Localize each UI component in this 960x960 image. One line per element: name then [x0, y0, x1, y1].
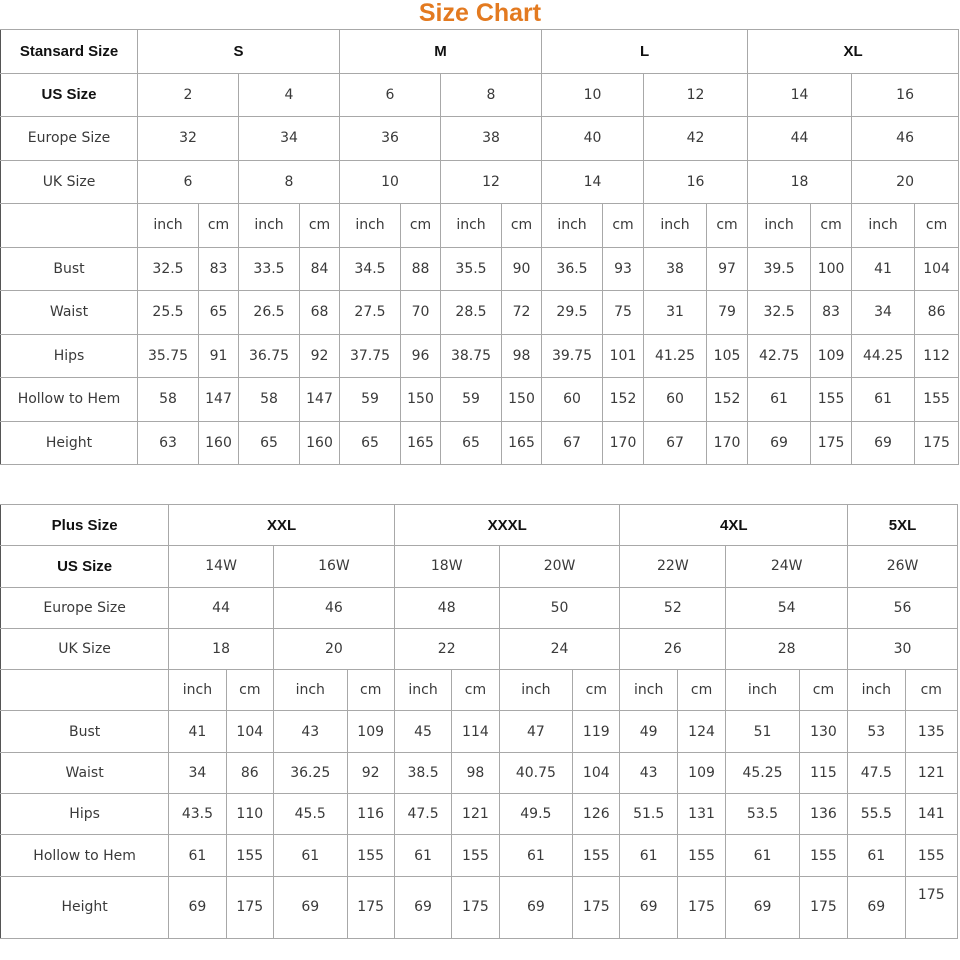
measurement-cm-value: 147 — [199, 378, 239, 422]
measurement-inch-value: 61 — [726, 835, 800, 876]
measurement-cm-value: 114 — [452, 711, 499, 752]
plus-size-header: Plus Size — [1, 505, 169, 546]
unit-cm: cm — [677, 670, 725, 711]
measurement-inch-value: 41 — [169, 711, 226, 752]
measurement-label: Bust — [1, 711, 169, 752]
measurement-cm-value: 147 — [300, 378, 340, 422]
measurement-cm-value: 175 — [677, 876, 725, 938]
measurement-inch-value: 49 — [620, 711, 677, 752]
unit-inch: inch — [441, 204, 502, 248]
size-group-xxxl: XXXL — [394, 505, 620, 546]
measurement-cm-value: 90 — [502, 247, 542, 291]
measurement-inch-value: 61 — [169, 835, 226, 876]
measurement-cm-value: 115 — [799, 752, 847, 793]
measurement-cm-value: 100 — [811, 247, 852, 291]
measurement-inch-value: 69 — [169, 876, 226, 938]
measurement-inch-value: 35.75 — [138, 334, 199, 378]
measurement-inch-value: 53 — [848, 711, 905, 752]
table-row — [1, 505, 958, 546]
measurement-cm-value: 126 — [573, 794, 620, 835]
measurement-inch-value: 69 — [620, 876, 677, 938]
uk-size-label: UK Size — [1, 160, 138, 204]
measurement-inch-value: 69 — [273, 876, 347, 938]
measurement-inch-value: 61 — [273, 835, 347, 876]
us-size-value: 4 — [239, 73, 340, 117]
measurement-cm-value: 110 — [226, 794, 273, 835]
us-size-label: US Size — [1, 546, 169, 587]
measurement-cm-value: 175 — [452, 876, 499, 938]
table-row — [1, 291, 959, 335]
measurement-cm-value: 97 — [707, 247, 748, 291]
measurement-cm-value: 170 — [707, 421, 748, 465]
standard-size-table — [0, 29, 959, 465]
measurement-cm-value: 104 — [573, 752, 620, 793]
measurement-inch-value: 59 — [340, 378, 401, 422]
europe-size-value: 44 — [748, 117, 852, 161]
measurement-inch-value: 36.75 — [239, 334, 300, 378]
measurement-inch-value: 53.5 — [726, 794, 800, 835]
us-size-value: 26W — [848, 546, 958, 587]
measurement-cm-value: 96 — [401, 334, 441, 378]
measurement-cm-value: 175 — [226, 876, 273, 938]
measurement-cm-value: 155 — [799, 835, 847, 876]
measurement-label: Hips — [1, 794, 169, 835]
table-row — [1, 546, 958, 587]
measurement-label: Waist — [1, 752, 169, 793]
uk-size-value: 10 — [340, 160, 441, 204]
measurement-cm-value: 170 — [603, 421, 644, 465]
table-row — [1, 835, 958, 876]
measurement-inch-value: 69 — [394, 876, 451, 938]
measurement-cm-value: 175 — [347, 876, 394, 938]
table-row — [1, 204, 959, 248]
measurement-inch-value: 38.5 — [394, 752, 451, 793]
unit-inch: inch — [542, 204, 603, 248]
size-group-m: M — [340, 30, 542, 74]
measurement-cm-value: 119 — [573, 711, 620, 752]
unit-inch: inch — [644, 204, 707, 248]
measurement-label: Waist — [1, 291, 138, 335]
uk-size-value: 20 — [273, 628, 394, 669]
measurement-inch-value: 34.5 — [340, 247, 401, 291]
uk-size-value: 28 — [726, 628, 848, 669]
measurement-inch-value: 51 — [726, 711, 800, 752]
measurement-cm-value: 165 — [401, 421, 441, 465]
measurement-inch-value: 25.5 — [138, 291, 199, 335]
europe-size-value: 36 — [340, 117, 441, 161]
table-row — [1, 30, 959, 74]
measurement-label: Hips — [1, 334, 138, 378]
measurement-cm-value: 116 — [347, 794, 394, 835]
measurement-cm-value: 104 — [226, 711, 273, 752]
us-size-value: 12 — [644, 73, 748, 117]
unit-inch: inch — [340, 204, 401, 248]
standard-size-table-body — [1, 30, 959, 465]
measurement-inch-value: 67 — [542, 421, 603, 465]
table-row — [1, 117, 959, 161]
measurement-inch-value: 28.5 — [441, 291, 502, 335]
measurement-inch-value: 69 — [748, 421, 811, 465]
measurement-inch-value: 61 — [748, 378, 811, 422]
measurement-label: Height — [1, 421, 138, 465]
measurement-cm-value: 86 — [226, 752, 273, 793]
table-row — [1, 334, 959, 378]
measurement-inch-value: 44.25 — [852, 334, 915, 378]
measurement-cm-value: 92 — [347, 752, 394, 793]
us-size-value: 14 — [748, 73, 852, 117]
measurement-cm-value: 155 — [915, 378, 959, 422]
measurement-cm-value: 105 — [707, 334, 748, 378]
europe-size-value: 46 — [852, 117, 959, 161]
size-group-4xl: 4XL — [620, 505, 848, 546]
measurement-inch-value: 65 — [441, 421, 502, 465]
measurement-inch-value: 61 — [499, 835, 573, 876]
measurement-cm-value: 68 — [300, 291, 340, 335]
measurement-inch-value: 43.5 — [169, 794, 226, 835]
uk-size-value: 24 — [499, 628, 620, 669]
size-group-xxl: XXL — [169, 505, 395, 546]
europe-size-value: 40 — [542, 117, 644, 161]
measurement-cm-value: 124 — [677, 711, 725, 752]
us-size-value: 2 — [138, 73, 239, 117]
measurement-inch-value: 38.75 — [441, 334, 502, 378]
measurement-cm-value: 152 — [707, 378, 748, 422]
measurement-inch-value: 58 — [239, 378, 300, 422]
us-size-label: US Size — [1, 73, 138, 117]
europe-size-value: 52 — [620, 587, 726, 628]
uk-size-value: 8 — [239, 160, 340, 204]
measurement-cm-value: 152 — [603, 378, 644, 422]
measurement-inch-value: 38 — [644, 247, 707, 291]
measurement-label: Hollow to Hem — [1, 378, 138, 422]
measurement-inch-value: 69 — [848, 876, 905, 938]
measurement-inch-value: 32.5 — [138, 247, 199, 291]
unit-inch: inch — [138, 204, 199, 248]
unit-cm: cm — [573, 670, 620, 711]
us-size-value: 22W — [620, 546, 726, 587]
unit-inch: inch — [726, 670, 800, 711]
us-size-value: 24W — [726, 546, 848, 587]
europe-size-value: 56 — [848, 587, 958, 628]
unit-row-label — [1, 204, 138, 248]
measurement-inch-value: 34 — [852, 291, 915, 335]
measurement-cm-value: 88 — [401, 247, 441, 291]
table-row — [1, 378, 959, 422]
us-size-value: 18W — [394, 546, 499, 587]
measurement-cm-value: 175 — [915, 421, 959, 465]
standard-size-header: Stansard Size — [1, 30, 138, 74]
measurement-cm-value: 98 — [452, 752, 499, 793]
size-group-l: L — [542, 30, 748, 74]
measurement-cm-value: 91 — [199, 334, 239, 378]
unit-cm: cm — [347, 670, 394, 711]
measurement-cm-value: 109 — [677, 752, 725, 793]
measurement-inch-value: 51.5 — [620, 794, 677, 835]
table-row — [1, 711, 958, 752]
europe-size-value: 42 — [644, 117, 748, 161]
measurement-cm-value: 155 — [677, 835, 725, 876]
measurement-inch-value: 39.5 — [748, 247, 811, 291]
measurement-inch-value: 58 — [138, 378, 199, 422]
unit-cm: cm — [811, 204, 852, 248]
measurement-inch-value: 26.5 — [239, 291, 300, 335]
measurement-inch-value: 40.75 — [499, 752, 573, 793]
measurement-cm-value: 109 — [811, 334, 852, 378]
measurement-cm-value: 131 — [677, 794, 725, 835]
europe-size-value: 38 — [441, 117, 542, 161]
measurement-inch-value: 34 — [169, 752, 226, 793]
measurement-cm-value: 135 — [905, 711, 957, 752]
unit-cm: cm — [401, 204, 441, 248]
measurement-cm-value: 155 — [573, 835, 620, 876]
us-size-value: 16 — [852, 73, 959, 117]
measurement-inch-value: 61 — [848, 835, 905, 876]
measurement-cm-value: 155 — [905, 835, 957, 876]
us-size-value: 16W — [273, 546, 394, 587]
measurement-inch-value: 37.75 — [340, 334, 401, 378]
unit-cm: cm — [226, 670, 273, 711]
measurement-cm-value: 93 — [603, 247, 644, 291]
measurement-cm-value: 160 — [300, 421, 340, 465]
measurement-inch-value: 65 — [239, 421, 300, 465]
unit-cm: cm — [452, 670, 499, 711]
measurement-cm-value: 101 — [603, 334, 644, 378]
europe-size-value: 32 — [138, 117, 239, 161]
measurement-inch-value: 41 — [852, 247, 915, 291]
measurement-inch-value: 47 — [499, 711, 573, 752]
measurement-cm-value: 130 — [799, 711, 847, 752]
europe-size-value: 48 — [394, 587, 499, 628]
unit-inch: inch — [748, 204, 811, 248]
measurement-cm-value: 112 — [915, 334, 959, 378]
table-row — [1, 587, 958, 628]
measurement-cm-value: 65 — [199, 291, 239, 335]
uk-size-value: 20 — [852, 160, 959, 204]
unit-inch: inch — [620, 670, 677, 711]
measurement-inch-value: 60 — [644, 378, 707, 422]
measurement-cm-value: 160 — [199, 421, 239, 465]
measurement-inch-value: 27.5 — [340, 291, 401, 335]
unit-cm: cm — [905, 670, 957, 711]
measurement-cm-value: 136 — [799, 794, 847, 835]
measurement-cm-value: 165 — [502, 421, 542, 465]
measurement-cm-value: 141 — [905, 794, 957, 835]
unit-inch: inch — [273, 670, 347, 711]
measurement-cm-value: 86 — [915, 291, 959, 335]
unit-inch: inch — [848, 670, 905, 711]
measurement-cm-value: 84 — [300, 247, 340, 291]
europe-size-value: 46 — [273, 587, 394, 628]
page-title: Size Chart — [418, 0, 542, 27]
uk-size-value: 14 — [542, 160, 644, 204]
measurement-cm-value: 98 — [502, 334, 542, 378]
uk-size-value: 6 — [138, 160, 239, 204]
measurement-inch-value: 45 — [394, 711, 451, 752]
europe-size-label: Europe Size — [1, 117, 138, 161]
us-size-value: 14W — [169, 546, 274, 587]
us-size-value: 10 — [542, 73, 644, 117]
measurement-cm-value: 109 — [347, 711, 394, 752]
unit-inch: inch — [852, 204, 915, 248]
size-group-s: S — [138, 30, 340, 74]
unit-inch: inch — [394, 670, 451, 711]
measurement-inch-value: 45.25 — [726, 752, 800, 793]
measurement-inch-value: 33.5 — [239, 247, 300, 291]
europe-size-value: 54 — [726, 587, 848, 628]
measurement-inch-value: 39.75 — [542, 334, 603, 378]
measurement-cm-value: 150 — [502, 378, 542, 422]
measurement-inch-value: 55.5 — [848, 794, 905, 835]
unit-inch: inch — [169, 670, 226, 711]
measurement-inch-value: 42.75 — [748, 334, 811, 378]
us-size-value: 20W — [499, 546, 620, 587]
unit-cm: cm — [502, 204, 542, 248]
measurement-cm-value: 175 — [573, 876, 620, 938]
measurement-inch-value: 45.5 — [273, 794, 347, 835]
us-size-value: 6 — [340, 73, 441, 117]
measurement-inch-value: 31 — [644, 291, 707, 335]
measurement-cm-value: 104 — [915, 247, 959, 291]
measurement-inch-value: 47.5 — [848, 752, 905, 793]
measurement-cm-value: 121 — [905, 752, 957, 793]
europe-size-value: 50 — [499, 587, 620, 628]
uk-size-value: 18 — [169, 628, 274, 669]
size-group-5xl: 5XL — [848, 505, 958, 546]
measurement-cm-value: 75 — [603, 291, 644, 335]
measurement-inch-value: 69 — [852, 421, 915, 465]
measurement-cm-value: 175 — [811, 421, 852, 465]
unit-inch: inch — [239, 204, 300, 248]
measurement-cm-value: 155 — [811, 378, 852, 422]
measurement-cm-value: 83 — [811, 291, 852, 335]
size-group-xl: XL — [748, 30, 959, 74]
measurement-inch-value: 59 — [441, 378, 502, 422]
table-row — [1, 247, 959, 291]
table-row — [1, 752, 958, 793]
uk-size-value: 26 — [620, 628, 726, 669]
measurement-inch-value: 67 — [644, 421, 707, 465]
unit-cm: cm — [799, 670, 847, 711]
europe-size-value: 44 — [169, 587, 274, 628]
measurement-cm-value: 175 — [799, 876, 847, 938]
unit-cm: cm — [199, 204, 239, 248]
unit-inch: inch — [499, 670, 573, 711]
uk-size-value: 16 — [644, 160, 748, 204]
uk-size-value: 22 — [394, 628, 499, 669]
table-row — [1, 794, 958, 835]
measurement-cm-value: 72 — [502, 291, 542, 335]
measurement-cm-value: 150 — [401, 378, 441, 422]
measurement-cm-value: 155 — [347, 835, 394, 876]
table-row — [1, 628, 958, 669]
us-size-value: 8 — [441, 73, 542, 117]
unit-cm: cm — [603, 204, 644, 248]
plus-size-table — [0, 504, 958, 939]
measurement-inch-value: 47.5 — [394, 794, 451, 835]
unit-cm: cm — [915, 204, 959, 248]
measurement-inch-value: 61 — [394, 835, 451, 876]
table-row — [1, 73, 959, 117]
measurement-inch-value: 65 — [340, 421, 401, 465]
table-row — [1, 670, 958, 711]
measurement-cm-value: 70 — [401, 291, 441, 335]
table-row — [1, 421, 959, 465]
uk-size-value: 30 — [848, 628, 958, 669]
measurement-inch-value: 41.25 — [644, 334, 707, 378]
measurement-inch-value: 49.5 — [499, 794, 573, 835]
measurement-cm-value: 79 — [707, 291, 748, 335]
measurement-inch-value: 36.5 — [542, 247, 603, 291]
measurement-cm-value: 155 — [226, 835, 273, 876]
europe-size-value: 34 — [239, 117, 340, 161]
measurement-label: Height — [1, 876, 169, 938]
measurement-label: Bust — [1, 247, 138, 291]
measurement-inch-value: 69 — [726, 876, 800, 938]
plus-size-table-body — [1, 505, 958, 939]
measurement-cm-value: 83 — [199, 247, 239, 291]
measurement-inch-value: 60 — [542, 378, 603, 422]
measurement-cm-value: 92 — [300, 334, 340, 378]
measurement-cm-value: 175 — [905, 876, 957, 938]
measurement-inch-value: 32.5 — [748, 291, 811, 335]
europe-size-label: Europe Size — [1, 587, 169, 628]
measurement-inch-value: 36.25 — [273, 752, 347, 793]
unit-row-label — [1, 670, 169, 711]
unit-cm: cm — [707, 204, 748, 248]
measurement-inch-value: 43 — [273, 711, 347, 752]
unit-cm: cm — [300, 204, 340, 248]
uk-size-value: 18 — [748, 160, 852, 204]
table-row — [1, 160, 959, 204]
measurement-inch-value: 69 — [499, 876, 573, 938]
uk-size-label: UK Size — [1, 628, 169, 669]
measurement-label: Hollow to Hem — [1, 835, 169, 876]
table-row — [1, 876, 958, 938]
measurement-inch-value: 61 — [620, 835, 677, 876]
measurement-inch-value: 43 — [620, 752, 677, 793]
measurement-cm-value: 121 — [452, 794, 499, 835]
measurement-cm-value: 155 — [452, 835, 499, 876]
measurement-inch-value: 61 — [852, 378, 915, 422]
measurement-inch-value: 35.5 — [441, 247, 502, 291]
measurement-inch-value: 29.5 — [542, 291, 603, 335]
uk-size-value: 12 — [441, 160, 542, 204]
measurement-inch-value: 63 — [138, 421, 199, 465]
